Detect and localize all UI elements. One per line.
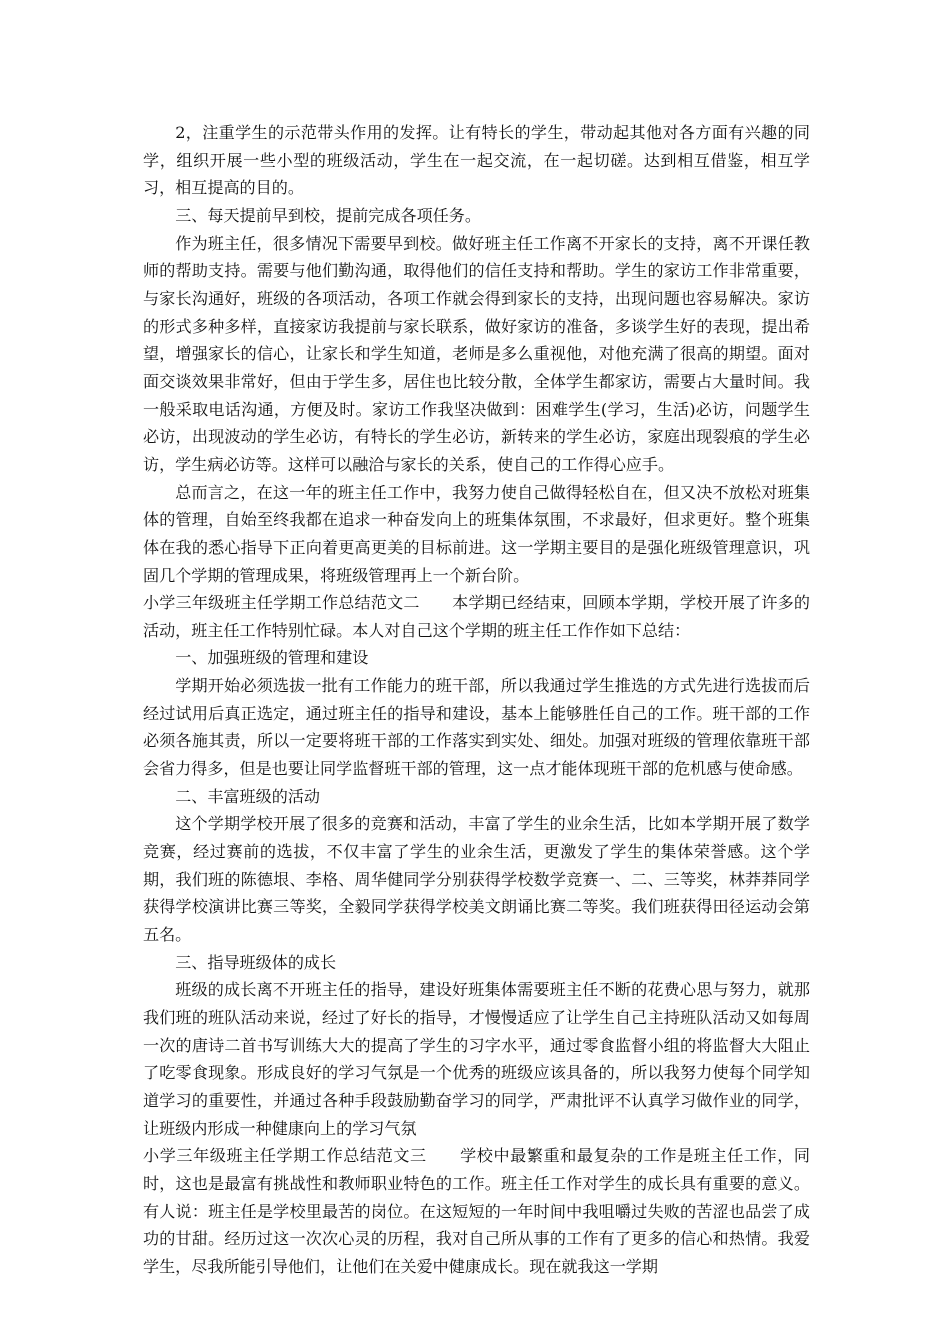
- paragraph-learning-atmosphere: 班级的成长离不开班主任的指导，建设好班集体需要班主任不断的花费心思与努力，就那我们班的班队活动来说，经过了好长的指导，才慢慢适应了让学生自己主持班队活动又如每周一次的唐诗二首书写训练大大的提高了学生的习字水平，通过零食监督小组的将监督大大阻止了吃零食现象。形成良好的学习气氛是一个优秀的班级应该具备的，所以我努力使每个同学知道学习的重要性，并通过各种手段鼓励勤奋学习的同学，严肃批评不认真学习做作业的同学，让班级内形成一种健康向上的学习气氛: [143, 980, 810, 1138]
- paragraph-conclusion: 总而言之，在这一年的班主任工作中，我努力使自己做得轻松自在，但又决不放松对班集体的管理，自始至终我都在追求一种奋发向上的班集体氛围，不求最好，但求更好。整个班集体在我的悉心指导下正向着更高更美的目标前进。这一学期主要目的是强化班级管理意识，巩固几个学期的管理成果，将班级管理再上一个新台阶。: [143, 482, 810, 585]
- paragraph-home-visits: 作为班主任，很多情况下需要早到校。做好班主任工作离不开家长的支持，离不开课任教师的帮助支持。需要与他们勤沟通，取得他们的信任支持和帮助。学生的家访工作非常重要，与家长沟通好，班级的各项活动，各项工作就会得到家长的支持，出现问题也容易解决。家访的形式多种多样，直接家访我提前与家长联系，做好家访的准备，多谈学生好的表现，提出希望，增强家长的信心，让家长和学生知道，老师是多么重视他，对他充满了很高的期望。面对面交谈效果非常好，但由于学生多，居住也比较分散，全体学生都家访，需要占大量时间。我一般采取电话沟通，方便及时。家访工作我坚决做到：困难学生(学习，生活)必访，问题学生必访，出现波动的学生必访，有特长的学生必访，新转来的学生必访，家庭出现裂痕的学生必访，学生病必访等。这样可以融洽与家长的关系，使自己的工作得心应手。: [143, 233, 810, 474]
- paragraph-sample-three-intro: 小学三年级班主任学期工作总结范文三 学校中最繁重和最复杂的工作是班主任工作，同时，这也是最富有挑战性和教师职业特色的工作。班主任工作对学生的成长具有重要的意义。有人说：班主任是学校里最苦的岗位。在这短短的一年时间中我咀嚼过失败的苦涩也品尝了成功的甘甜。经历过这一次次心灵的历程，我对自己所从事的工作有了更多的信心和热情。我爱学生，尽我所能引导他们，让他们在关爱中健康成长。现在就我这一学期: [143, 1146, 810, 1276]
- heading-arrive-early: 三、每天提前早到校，提前完成各项任务。: [175, 205, 481, 225]
- heading-class-activities: 二、丰富班级的活动: [175, 786, 321, 806]
- heading-class-management: 一、加强班级的管理和建设: [175, 648, 369, 668]
- paragraph-student-role-models: 2，注重学生的示范带头作用的发挥。让有特长的学生，带动起其他对各方面有兴趣的同学，组织开展一些小型的班级活动，学生在一起交流，在一起切磋。达到相互借鉴，相互学习，相互提高的目的。: [143, 123, 810, 198]
- paragraph-class-cadres: 学期开始必须选拔一批有工作能力的班干部，所以我通过学生推选的方式先进行选拔而后经过试用后真正选定，通过班主任的指导和建设，基本上能够胜任自己的工作。班干部的工作必须各施其责，所以一定要将班干部的工作落实到实处、细处。加强对班级的管理依靠班干部会省力得多，但是也要让同学监督班干部的管理，这一点才能体现班干部的危机感与使命感。: [143, 676, 810, 779]
- paragraph-competitions: 这个学期学校开展了很多的竞赛和活动，丰富了学生的业余生活，比如本学期开展了数学竞赛，经过赛前的选拔，不仅丰富了学生的业余生活，更激发了学生的集体荣誉感。这个学期，我们班的陈德垠、李格、周华健同学分别获得学校数学竞赛一、二、三等奖，林莽莽同学获得学校演讲比赛三等奖，全毅同学获得学校美文朗诵比赛二等奖。我们班获得田径运动会第五名。: [143, 814, 810, 945]
- heading-class-growth: 三、指导班级体的成长: [175, 952, 337, 972]
- paragraph-sample-two-intro: 小学三年级班主任学期工作总结范文二 本学期已经结束，回顾本学期，学校开展了许多的活动，班主任工作特别忙碌。本人对自己这个学期的班主任工作作如下总结：: [143, 593, 810, 640]
- document-page: [143, 119, 810, 1281]
